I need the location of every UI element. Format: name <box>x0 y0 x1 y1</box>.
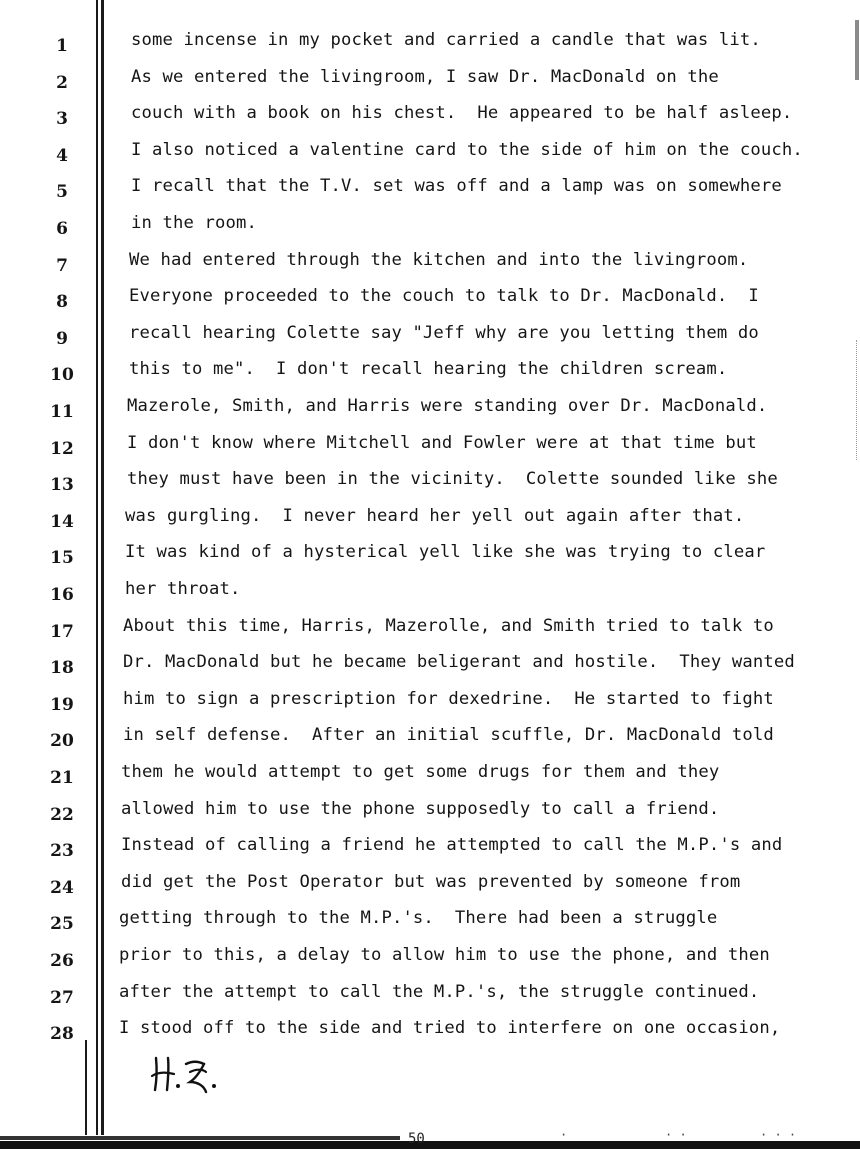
transcript-line <box>0 95 860 132</box>
scan-specks: · <box>560 1128 568 1142</box>
line-text: As we entered the livingroom, I saw Dr. MacDonald on the <box>131 66 719 87</box>
line-text: Dr. MacDonald but he became beligerant and hostile. They wanted <box>123 652 795 673</box>
transcript-line <box>0 351 860 388</box>
line-number: 27 <box>50 987 74 1008</box>
line-text: Mazerole, Smith, and Harris were standing over Dr. MacDonald. <box>127 396 768 416</box>
line-number: 16 <box>50 585 74 605</box>
line-text: allowed him to use the phone supposedly to call a friend. <box>121 798 720 819</box>
page-number: 50 <box>408 1131 425 1147</box>
transcript-line <box>0 132 860 169</box>
transcript-line <box>0 681 860 718</box>
transcript-line <box>0 717 860 754</box>
line-number: 22 <box>50 804 74 825</box>
transcript-line <box>0 205 860 242</box>
transcript-line <box>0 22 860 59</box>
line-number: 19 <box>50 694 74 715</box>
line-text: they must have been in the vicinity. Colette sounded like she <box>127 469 778 490</box>
line-number: 26 <box>50 951 74 971</box>
transcript-line <box>0 242 860 279</box>
transcript-line <box>0 827 860 864</box>
line-text: I recall that the T.V. set was off and a lamp was on somewhere <box>131 176 782 197</box>
transcript-line <box>0 498 860 535</box>
line-number: 24 <box>50 877 74 898</box>
line-number: 18 <box>50 658 74 679</box>
line-number: 21 <box>50 768 74 788</box>
handwritten-initials <box>148 1050 238 1096</box>
line-text: Everyone proceeded to the couch to talk to Dr. MacDonald. I <box>129 286 759 307</box>
transcript-line <box>0 388 860 425</box>
line-text: her throat. <box>125 579 241 599</box>
line-number: 13 <box>50 475 74 496</box>
scan-specks: · · · <box>760 1128 797 1142</box>
scan-bottom-edge <box>0 1141 860 1149</box>
transcript-line <box>0 974 860 1011</box>
transcript-line <box>0 278 860 315</box>
line-text: in the room. <box>131 213 257 233</box>
line-number: 9 <box>56 328 68 349</box>
line-number: 6 <box>56 219 68 239</box>
transcript-line <box>0 864 860 901</box>
line-text: We had entered through the kitchen and into the livingroom. <box>129 249 749 270</box>
transcript-line <box>0 608 860 645</box>
line-text: was gurgling. I never heard her yell out again after that. <box>125 505 745 526</box>
line-text: I also noticed a valentine card to the side of him on the couch. <box>131 139 803 160</box>
line-number: 28 <box>50 1024 74 1045</box>
transcript-line <box>0 571 860 608</box>
line-number: 15 <box>50 548 74 569</box>
line-text: I don't know where Mitchell and Fowler were at that time but <box>127 432 757 453</box>
left-margin-rule-lower <box>85 1040 87 1135</box>
line-text: them he would attempt to get some drugs for them and they <box>121 762 720 782</box>
line-number: 1 <box>56 36 68 56</box>
line-number: 8 <box>56 292 68 313</box>
line-number: 10 <box>50 365 74 386</box>
line-number: 2 <box>56 72 68 93</box>
scan-specks: · · <box>665 1128 687 1142</box>
line-text: Instead of calling a friend he attempted to call the M.P.'s and <box>121 835 783 856</box>
line-number: 4 <box>56 145 68 166</box>
line-number: 5 <box>56 182 68 203</box>
transcript-line <box>0 644 860 681</box>
line-text: About this time, Harris, Mazerolle, and Smith tried to talk to <box>123 615 774 636</box>
transcript-line <box>0 1010 860 1047</box>
line-number: 11 <box>50 402 74 422</box>
line-text: getting through to the M.P.'s. There had been a struggle <box>119 908 718 929</box>
line-text: in self defense. After an initial scuffle, Dr. MacDonald told <box>123 725 774 746</box>
line-text: some incense in my pocket and carried a candle that was lit. <box>131 30 761 50</box>
line-text: this to me". I don't recall hearing the children scream. <box>129 359 728 380</box>
line-number: 20 <box>50 731 74 752</box>
line-text: prior to this, a delay to allow him to use the phone, and then <box>119 945 770 965</box>
line-text: after the attempt to call the M.P.'s, the struggle continued. <box>119 981 760 1002</box>
line-number: 12 <box>50 438 74 459</box>
transcript-line <box>0 315 860 352</box>
transcript-line <box>0 754 860 791</box>
line-number: 25 <box>50 914 74 935</box>
line-number: 7 <box>56 255 68 276</box>
transcript-line <box>0 791 860 828</box>
transcript-line <box>0 900 860 937</box>
line-text: couch with a book on his chest. He appeared to be half asleep. <box>131 103 793 124</box>
line-number: 17 <box>50 621 74 642</box>
transcript-line <box>0 425 860 462</box>
line-number: 14 <box>50 511 74 532</box>
line-text: did get the Post Operator but was prevented by someone from <box>121 871 741 892</box>
line-number: 3 <box>56 109 68 130</box>
scan-bottom-shadow <box>0 1136 400 1140</box>
transcript-line <box>0 461 860 498</box>
transcript-line <box>0 168 860 205</box>
line-text: him to sign a prescription for dexedrine. He started to fight <box>123 688 774 709</box>
line-number: 23 <box>50 841 74 862</box>
transcript-line <box>0 534 860 571</box>
line-text: recall hearing Colette say "Jeff why are you letting them do <box>129 322 759 343</box>
line-text: It was kind of a hysterical yell like she was trying to clear <box>125 542 766 563</box>
transcript-line <box>0 59 860 96</box>
transcript-line <box>0 937 860 974</box>
line-text: I stood off to the side and tried to interfere on one occasion, <box>119 1018 781 1039</box>
